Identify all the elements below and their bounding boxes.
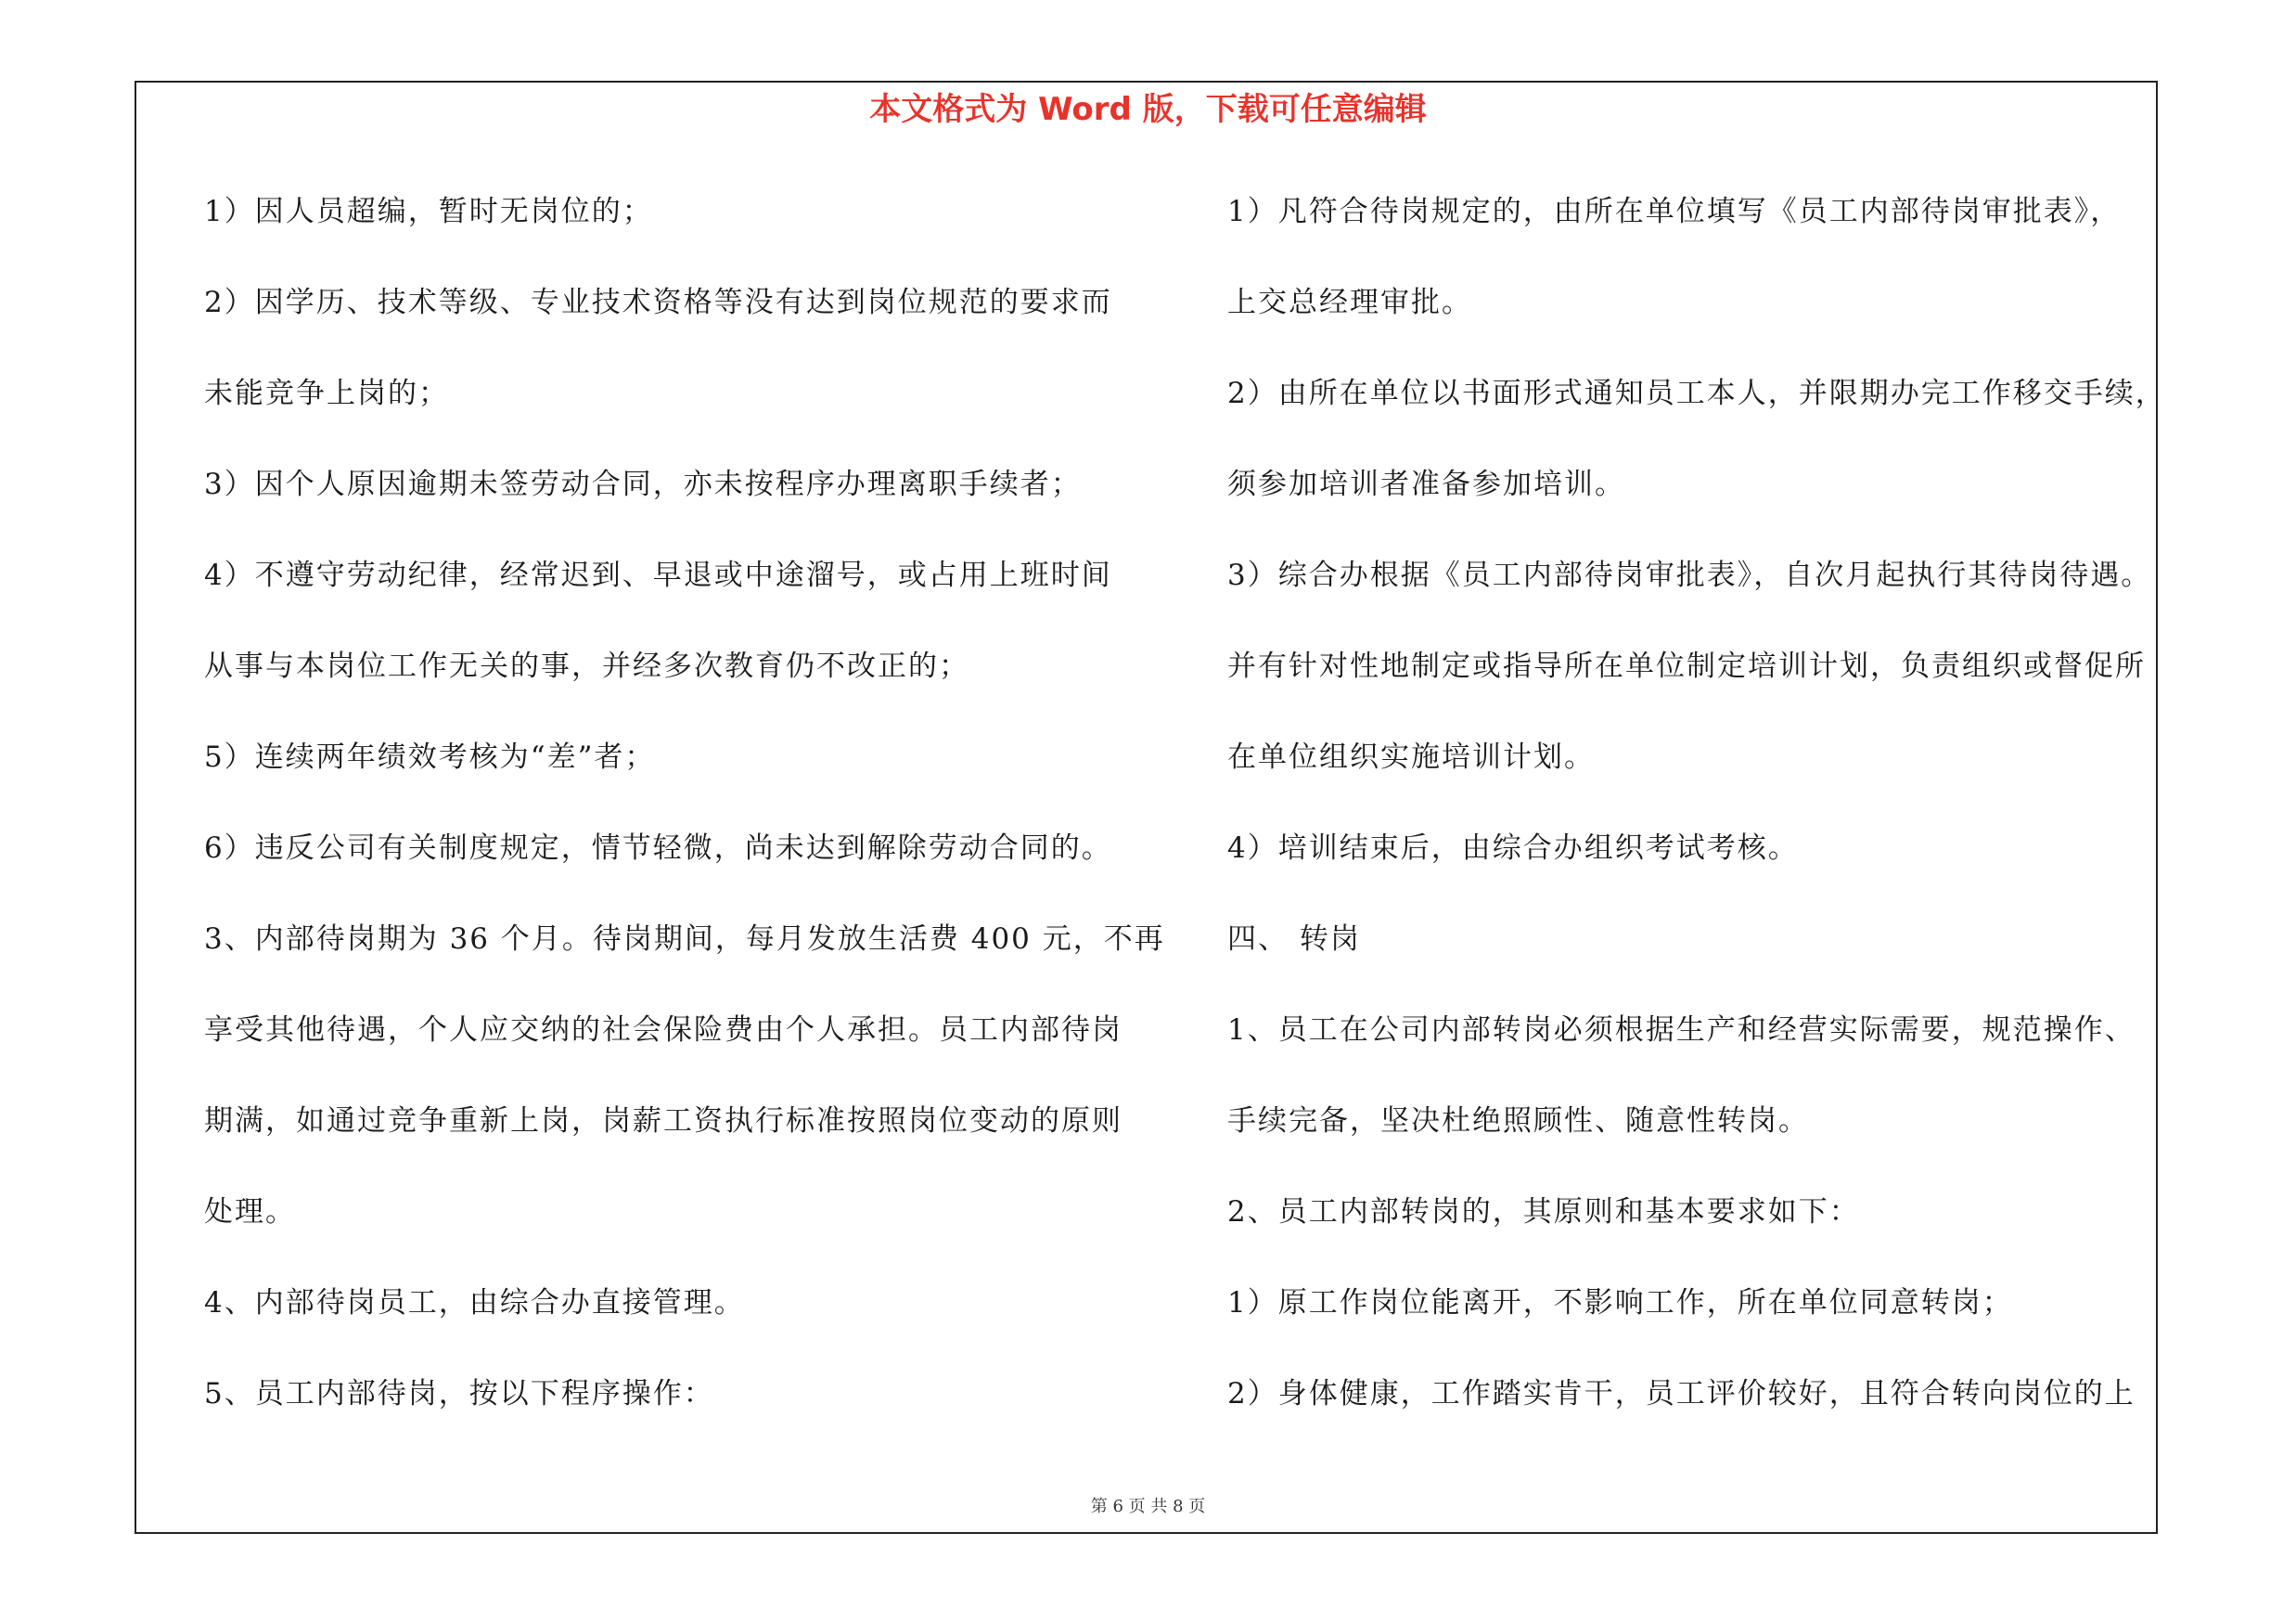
text-line: 手续完备，坚决杜绝照顾性、随意性转岗。 — [1227, 1104, 1809, 1138]
text-line: 2）因学历、技术等级、专业技术资格等没有达到岗位规范的要求而 — [204, 286, 1112, 319]
text-line: 3）综合办根据《员工内部待岗审批表》，自次月起执行其待岗待遇。 — [1227, 559, 2152, 592]
format-notice-banner: 本文格式为 Word 版，下载可任意编辑 — [869, 91, 1427, 128]
text-line: 上交总经理审批。 — [1227, 286, 1472, 319]
text-line: 并有针对性地制定或指导所在单位制定培训计划，负责组织或督促所 — [1227, 650, 2146, 683]
text-line: 1）原工作岗位能离开，不影响工作，所在单位同意转岗； — [1227, 1286, 2013, 1320]
text-line: 2）身体健康，工作踏实肯干，员工评价较好，且符合转向岗位的上 — [1227, 1377, 2136, 1410]
text-line: 5、员工内部待岗，按以下程序操作： — [204, 1377, 714, 1410]
text-line: 从事与本岗位工作无关的事，并经多次教育仍不改正的； — [204, 650, 969, 683]
text-line: 处理。 — [204, 1195, 296, 1229]
text-line: 在单位组织实施培训计划。 — [1227, 741, 1595, 774]
text-line: 5）连续两年绩效考核为“差”者； — [204, 741, 656, 774]
text-line: 4）培训结束后，由综合办组织考试考核。 — [1227, 831, 1799, 865]
text-line: 1）因人员超编，暂时无岗位的； — [204, 195, 653, 228]
text-line: 1）凡符合待岗规定的，由所在单位填写《员工内部待岗审批表》， — [1227, 195, 2122, 228]
page-number: 第 6 页 共 8 页 — [1090, 1497, 1206, 1516]
text-line: 6）违反公司有关制度规定，情节轻微，尚未达到解除劳动合同的。 — [204, 831, 1112, 865]
text-line: 4）不遵守劳动纪律，经常迟到、早退或中途溜号，或占用上班时间 — [204, 559, 1112, 592]
text-line: 须参加培训者准备参加培训。 — [1227, 468, 1625, 501]
text-line: 期满，如通过竞争重新上岗，岗薪工资执行标准按照岗位变动的原则 — [204, 1104, 1122, 1138]
text-line: 未能竞争上岗的； — [204, 377, 449, 410]
text-line: 3）因个人原因逾期未签劳动合同，亦未按程序办理离职手续者； — [204, 468, 1082, 501]
text-line: 3、内部待岗期为 36 个月。待岗期间，每月发放生活费 400 元，不再 — [204, 922, 1165, 956]
section-heading: 四、 转岗 — [1227, 922, 1361, 956]
text-line: 2）由所在单位以书面形式通知员工本人，并限期办完工作移交手续， — [1227, 377, 2166, 410]
text-line: 享受其他待遇，个人应交纳的社会保险费由个人承担。员工内部待岗 — [204, 1013, 1122, 1047]
text-line: 2、员工内部转岗的，其原则和基本要求如下： — [1227, 1195, 1860, 1229]
text-line: 4、内部待岗员工，由综合办直接管理。 — [204, 1286, 745, 1320]
text-line: 1、员工在公司内部转岗必须根据生产和经营实际需要，规范操作、 — [1227, 1013, 2136, 1047]
